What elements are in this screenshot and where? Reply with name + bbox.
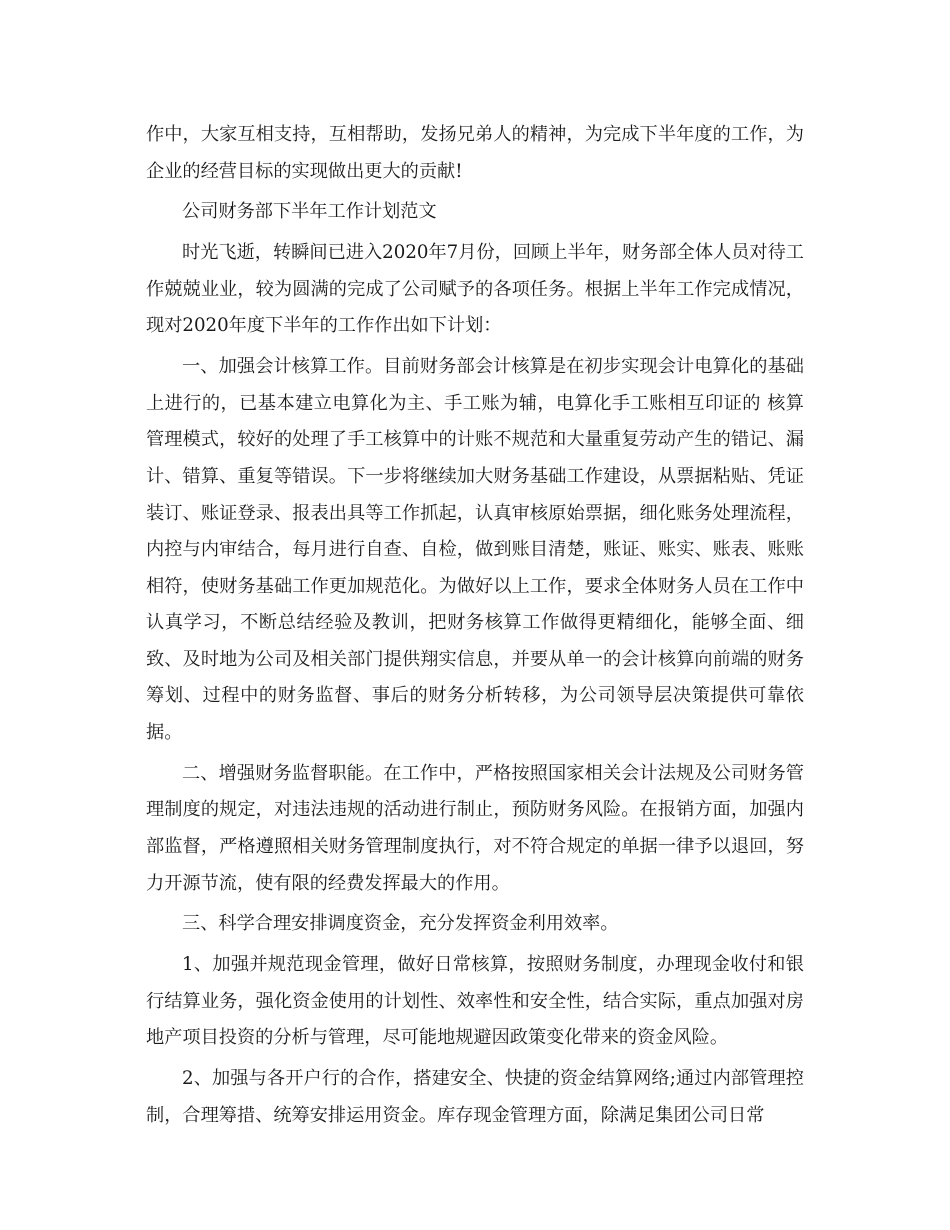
section-title: 公司财务部下半年工作计划范文 bbox=[182, 201, 437, 223]
paragraph-continuation: 作中，大家互相支持，互相帮助，发扬兄弟人的精神，为完成下半年度的工作，为企业的经营目标的实现做出更大的贡献! bbox=[146, 124, 804, 182]
document-body bbox=[146, 117, 804, 1139]
paragraph-cash-management: 1、加强并规范现金管理，做好日常核算，按照财务制度，办理现金收付和银行结算业务，强化资金使用的计划性、效率性和安全性，结合实际，重点加强对房地产项目投资的分析与管理，尽可能地规避因政策变化带来的资金风险。 bbox=[146, 954, 804, 1049]
paragraph-accounting: 一、加强会计核算工作。目前财务部会计核算是在初步实现会计电算化的基础上进行的，已基本建立电算化为主、手工账为辅，电算化手工账相互印证的 核算管理模式，较好的处理了手工核算中的计账不规范和大量重复劳动产生的错记、漏计、错算、重复等错误。下一步将继续加大财务基础工作建设，从票据粘贴、凭证装订、账证登录、报表出具等工作抓起，认真审核原始票据，细化账务处理流程，内控与内审结合，每月进行自查、自检，做到账目清楚，账证、账实、账表、账账相符，使财务基础工作更加规范化。为做好以上工作，要求全体财务人员在工作中认真学习，不断总结经验及教训，把财务核算工作做得更精细化，能够全面、细致、及时地为公司及相关部门提供翔实信息，并要从单一的会计核算向前端的财务筹划、过程中的财务监督、事后的财务分析转移，为公司领导层决策提供可靠依据。 bbox=[146, 356, 804, 744]
paragraph-funds-heading: 三、科学合理安排调度资金，充分发挥资金利用效率。 bbox=[182, 913, 619, 935]
paragraph-supervision: 二、增强财务监督职能。在工作中，严格按照国家相关会计法规及公司财务管理制度的规定，对违法违规的活动进行制止，预防财务风险。在报销方面，加强内部监督，严格遵照相关财务管理制度执行，对不符合规定的单据一律予以退回，努力开源节流，使有限的经费发挥最大的作用。 bbox=[146, 762, 804, 894]
paragraph-intro: 时光飞逝，转瞬间已进入2020年7月份，回顾上半年，财务部全体人员对待工作兢兢业业，较为圆满的完成了公司赋予的各项任务。根据上半年工作完成情况，现对2020年度下半年的工作作出如下计划： bbox=[146, 242, 804, 337]
paragraph-bank-cooperation: 2、加强与各开户行的合作，搭建安全、快捷的资金结算网络;通过内部管理控制，合理筹措、统筹安排运用资金。库存现金管理方面，除满足集团公司日常 bbox=[146, 1068, 804, 1126]
